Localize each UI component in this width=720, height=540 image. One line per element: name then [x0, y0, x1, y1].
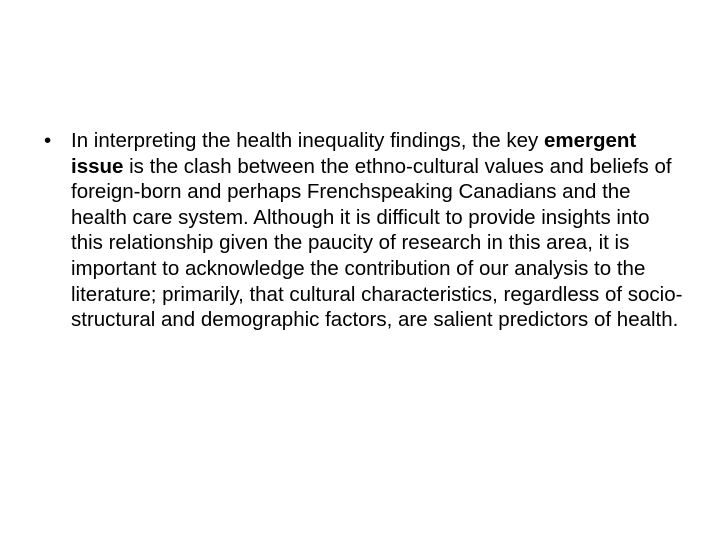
emphasized-phrase: emergent issue	[71, 129, 637, 178]
bullet-point-icon: •	[44, 129, 52, 152]
paragraph-text-start: In interpreting the health inequality findings, the key	[71, 129, 544, 152]
slide-body	[44, 128, 684, 333]
bullet-item	[44, 128, 684, 333]
paragraph-text-end: is the clash between the ethno-cultural values and beliefs of foreign-born and perhaps Frenchspeaking Canadians and the health care system. Although it is difficult to provide insights into this relationship given the paucity of research in this area, it is important to acknowledge the contribution of our analysis to the literature; primarily, that cultural characteristics, regardless of socio-structural and demographic factors, are salient predictors of health.	[71, 154, 683, 332]
